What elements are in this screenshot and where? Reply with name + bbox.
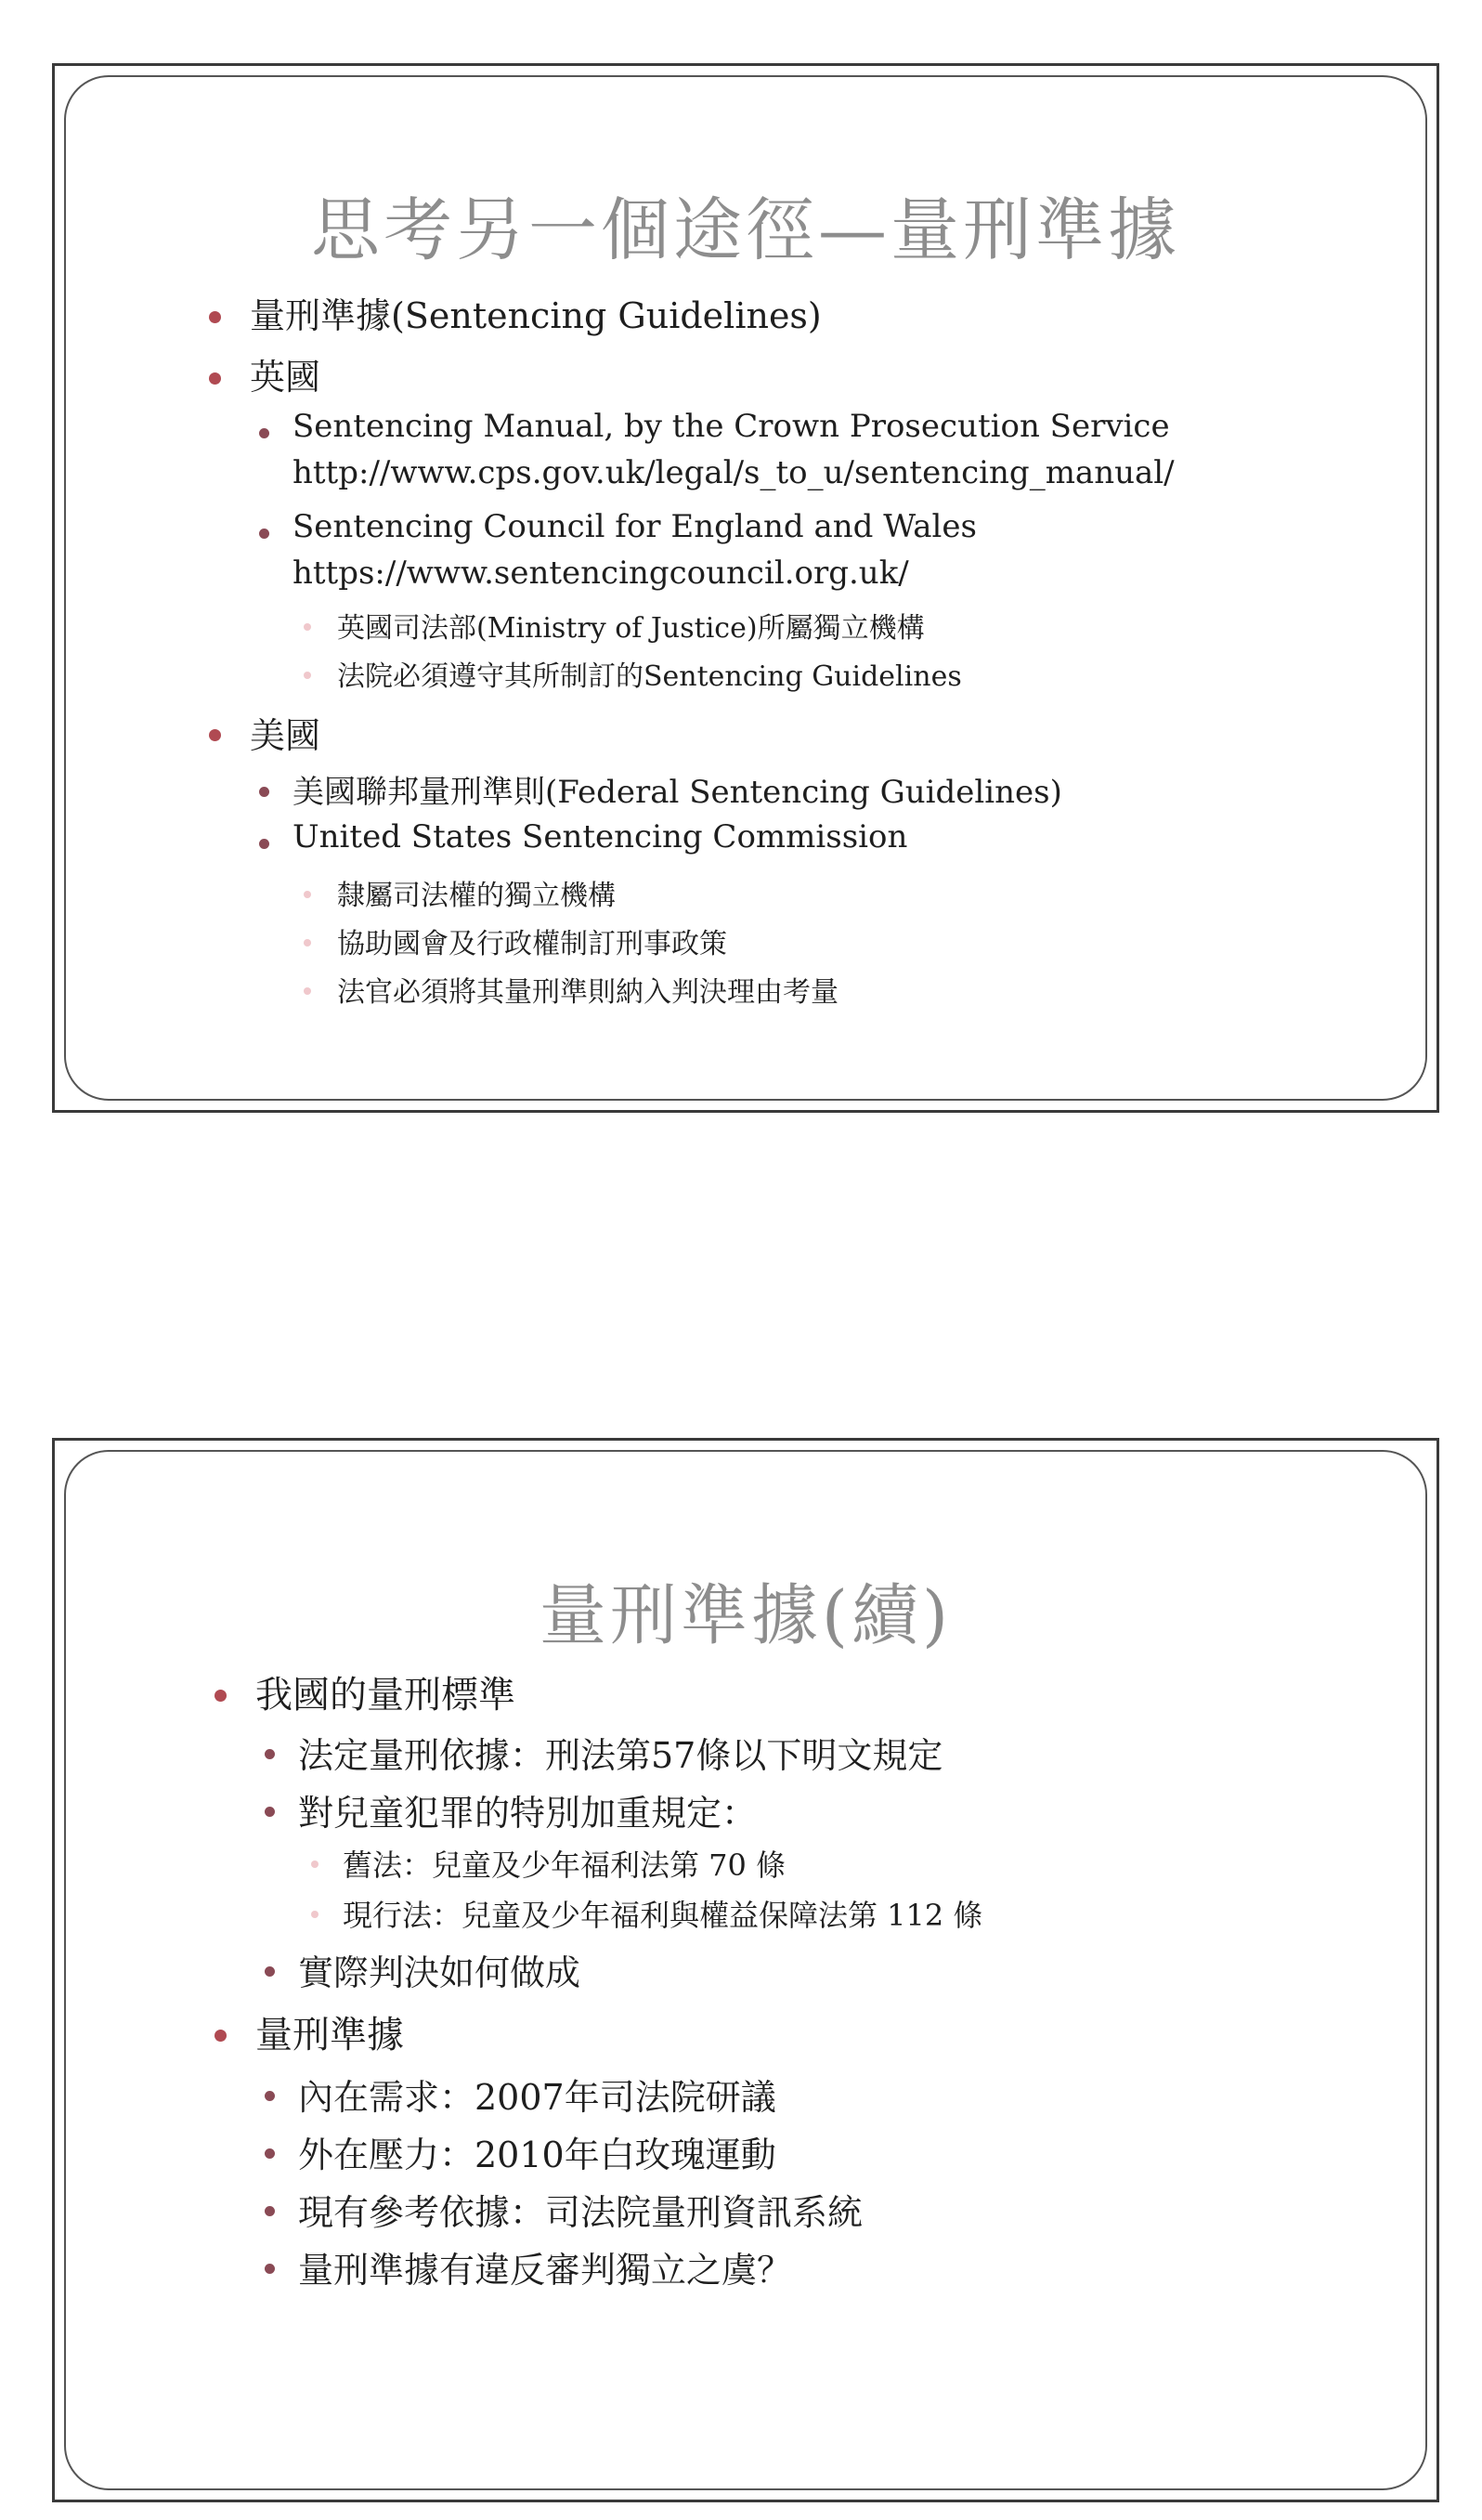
slide-2-bullet-9: 外在壓力：2010年白玫瑰運動: [298, 2135, 776, 2175]
bullet-dot-icon: [311, 1911, 318, 1918]
bullet-dot-icon: [259, 428, 269, 438]
slide-2-bullet-4: 舊法：兒童及少年福利法第 70 條: [343, 1848, 786, 1883]
slide-1-bullet-3-url: http://www.cps.gov.uk/legal/s_to_u/sentencing_manual/: [292, 454, 1175, 491]
slide-1-bullet-9: United States Sentencing Commission: [292, 818, 908, 855]
bullet-dot-icon: [265, 2148, 275, 2159]
slide-1-bullet-8: 美國聯邦量刑準則(Federal Sentencing Guidelines): [292, 774, 1062, 811]
bullet-dot-icon: [265, 2091, 275, 2101]
slide-1-bullet-1: 量刑準據(Sentencing Guidelines): [250, 295, 822, 336]
slide-1-bullet-11: 協助國會及行政權制訂刑事政策: [337, 928, 727, 960]
bullet-dot-icon: [304, 672, 311, 679]
slide-2-bullet-11: 量刑準據有違反審判獨立之虞？: [298, 2250, 793, 2291]
bullet-dot-icon: [214, 2030, 227, 2042]
bullet-dot-icon: [311, 1861, 318, 1868]
slide-2: [52, 1438, 1439, 2502]
slide-1: [52, 63, 1439, 1113]
slide-2-bullet-10: 現有參考依據：司法院量刑資訊系統: [298, 2192, 864, 2233]
bullet-dot-icon: [265, 1807, 275, 1817]
bullet-dot-icon: [265, 1749, 275, 1759]
bullet-dot-icon: [259, 839, 269, 849]
slide-1-bullet-2: 英國: [250, 357, 321, 398]
slide-1-title: 思考另一個途徑—量刑準據: [311, 190, 1180, 270]
slide-2-bullet-6: 實際判決如何做成: [298, 1952, 581, 1993]
slide-1-bullet-7: 美國: [250, 715, 321, 756]
slide-1-bullet-4: Sentencing Council for England and Wales: [292, 508, 977, 545]
bullet-dot-icon: [259, 787, 269, 797]
slide-2-bullet-1: 我國的量刑標準: [255, 1674, 515, 1717]
slide-1-bullet-6: 法院必須遵守其所制訂的Sentencing Guidelines: [337, 660, 962, 693]
bullet-dot-icon: [304, 623, 311, 631]
bullet-dot-icon: [259, 529, 269, 539]
bullet-dot-icon: [304, 939, 311, 947]
bullet-dot-icon: [304, 891, 311, 898]
slide-1-bullet-4-url: https://www.sentencingcouncil.org.uk/: [292, 555, 909, 592]
slide-1-bullet-10: 隸屬司法權的獨立機構: [337, 880, 616, 912]
slide-2-bullet-3: 對兒童犯罪的特別加重規定：: [298, 1793, 758, 1834]
slide-1-bullet-5: 英國司法部(Ministry of Justice)所屬獨立機構: [337, 612, 925, 645]
bullet-dot-icon: [265, 1966, 275, 1977]
slide-2-bullet-8: 內在需求：2007年司法院研議: [298, 2077, 776, 2118]
bullet-dot-icon: [209, 372, 221, 385]
slide-2-bullet-7: 量刑準據: [255, 2014, 404, 2056]
bullet-dot-icon: [265, 2206, 275, 2216]
bullet-dot-icon: [209, 729, 221, 741]
bullet-dot-icon: [214, 1690, 227, 1702]
slide-2-bullet-5: 現行法：兒童及少年福利與權益保障法第 112 條: [343, 1898, 983, 1933]
slide-2-title: 量刑準據(續): [539, 1576, 953, 1654]
slide-2-bullet-2: 法定量刑依據：刑法第57條以下明文規定: [298, 1735, 943, 1776]
bullet-dot-icon: [265, 2264, 275, 2274]
slide-1-bullet-3: Sentencing Manual, by the Crown Prosecution Service: [292, 408, 1170, 445]
bullet-dot-icon: [209, 311, 221, 323]
slide-1-bullet-12: 法官必須將其量刑準則納入判決理由考量: [337, 976, 838, 1009]
bullet-dot-icon: [304, 987, 311, 995]
